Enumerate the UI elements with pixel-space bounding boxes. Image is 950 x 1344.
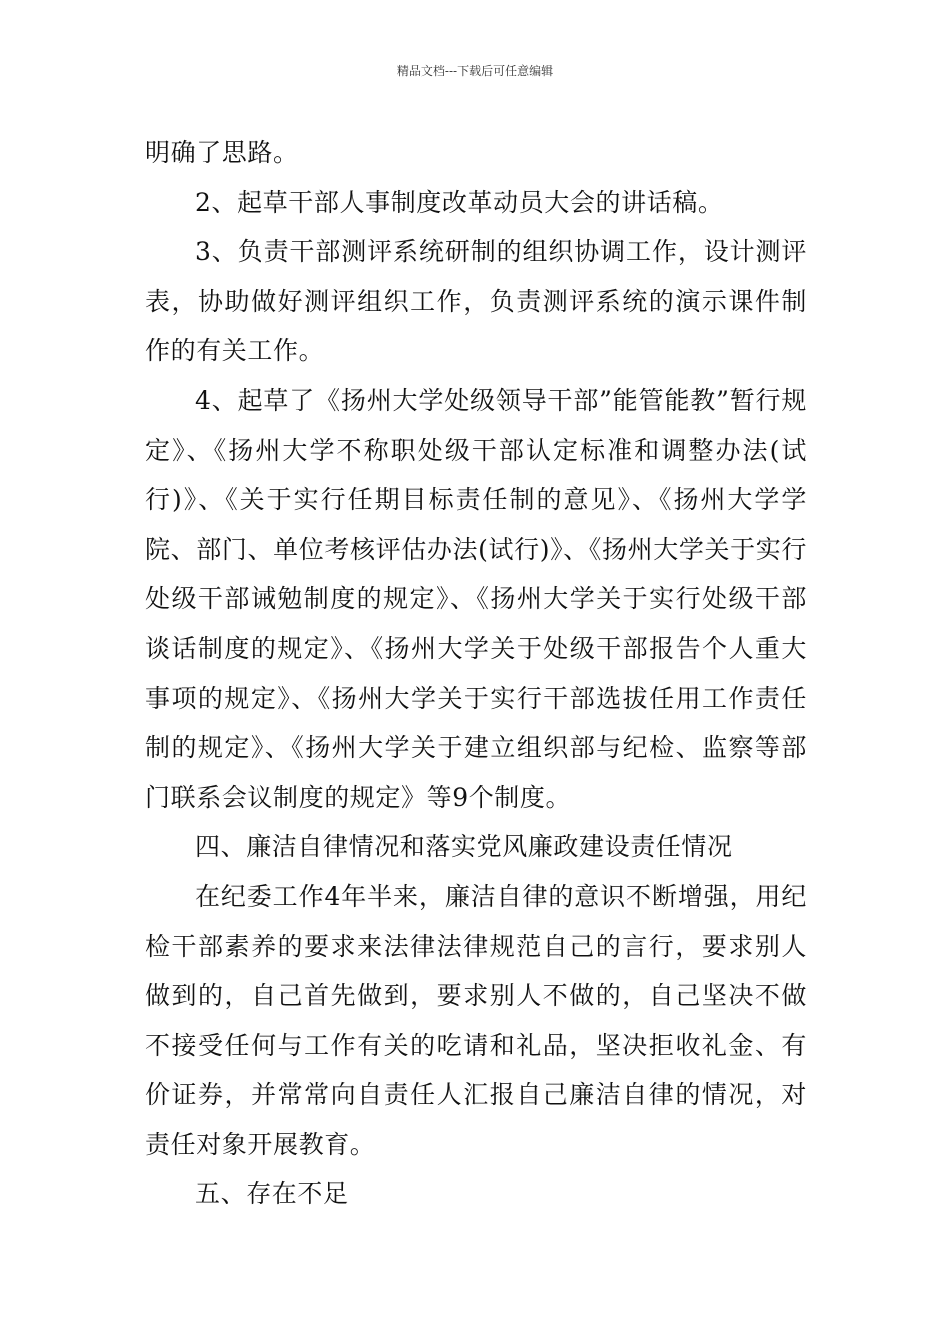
paragraph-item-3: 3、负责干部测评系统研制的组织协调工作，设计测评表，协助做好测评组织工作，负责测评系统的演示课件制作的有关工作。 (145, 237, 807, 366)
section-heading-4: 四、廉洁自律情况和落实党风廉政建设责任情况 (195, 832, 733, 862)
paragraph-item-2: 2、起草干部人事制度改革动员大会的讲话稿。 (195, 187, 724, 217)
section-heading-5: 五、存在不足 (195, 1179, 349, 1209)
document-body (145, 128, 807, 1219)
paragraph-continuation: 明确了思路。 (145, 138, 299, 167)
paragraph-item-4: 4、起草了《扬州大学处级领导干部”能管能教”暂行规定》、《扬州大学不称职处级干部认定标准和调整办法(试行)》、《关于实行任期目标责任制的意见》、《扬州大学学院、部门、单位考核评估办法(试行)》、《扬州大学关于实行处级干部诫勉制度的规定》、《扬州大学关于实行处级干部谈话制度的规定》、《扬州大学关于处级干部报告个人重大事项的规定》、《扬州大学关于实行干部选拔任用工作责任制的规定》、《扬州大学关于建立组织部与纪检、监察等部门联系会议制度的规定》等9个制度。 (145, 385, 807, 812)
page-header: 精品文档---下载后可任意编辑 (396, 64, 554, 78)
paragraph-self-discipline: 在纪委工作4年半来，廉洁自律的意识不断增强，用纪检干部素养的要求来法律法律规范自己的言行，要求别人做到的，自己首先做到，要求别人不做的，自己坚决不做不接受任何与工作有关的吃请和礼品，坚决拒收礼金、有价证券，并常常向自责任人汇报自己廉洁自律的情况，对责任对象开展教育。 (145, 881, 807, 1159)
